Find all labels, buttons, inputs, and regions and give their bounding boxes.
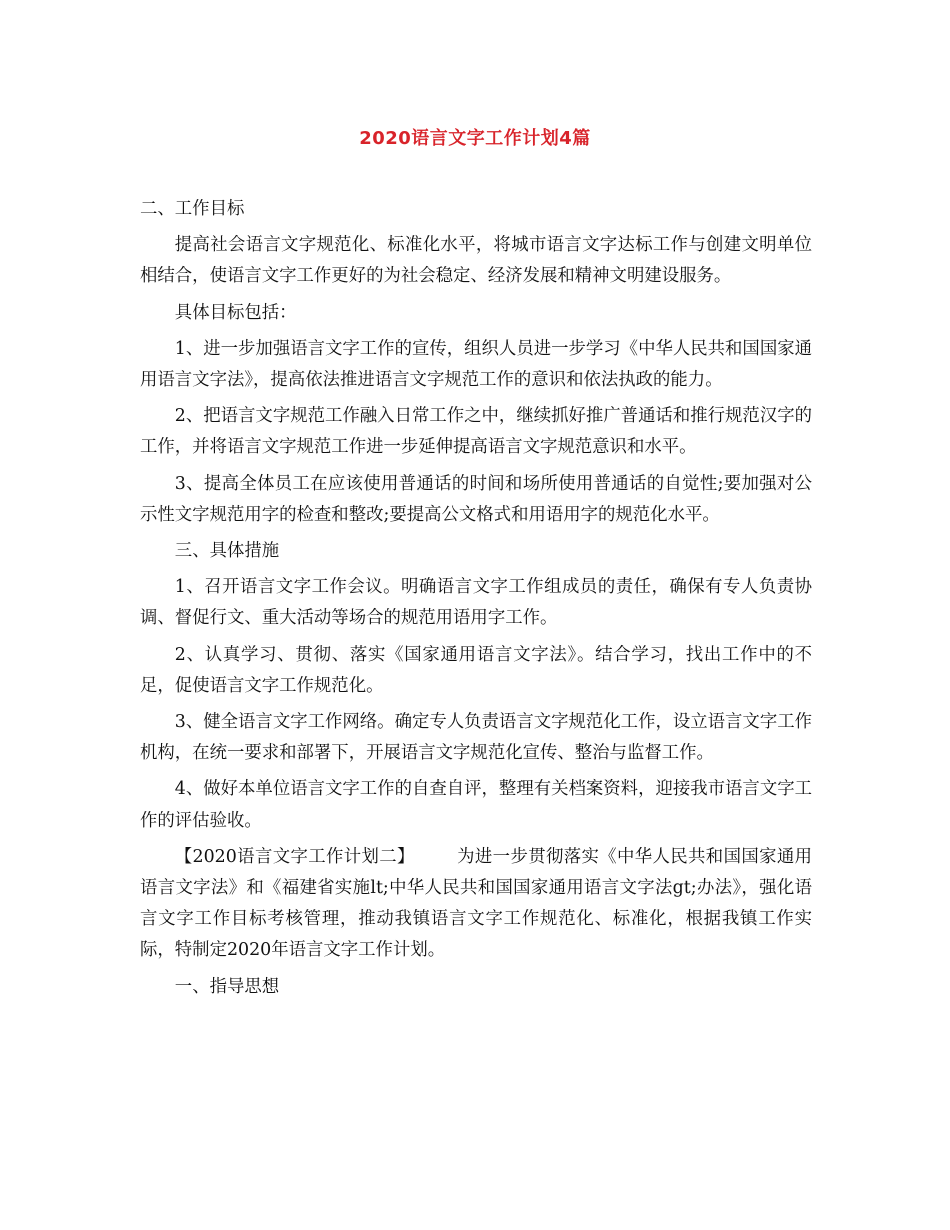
section-two-text: 为进一步贯彻落实《中华人民共和国国家通用语言文字法》和《福建省实施lt;中华人民共和国国家通用语言文字法gt;办法》，强化语言文字工作目标考核管理，推动我镇语言文字工作规范化、标准化，根据我镇工作实际，特制定2020年语言文字工作计划。	[140, 846, 812, 961]
paragraph: 具体目标包括：	[174, 302, 297, 323]
document-title: 2020语言文字工作计划4篇	[359, 128, 591, 149]
heading-guiding-ideology: 一、指导思想	[174, 976, 280, 997]
heading-work-goals: 二、工作目标	[140, 199, 245, 219]
list-item: 3、提高全体员工在应该使用普通话的时间和场所使用普通话的自觉性;要加强对公示性文字规范用字的检查和整改;要提高公文格式和用语用字的规范化水平。	[140, 473, 812, 525]
list-item: 2、认真学习、贯彻、落实《国家通用语言文字法》。结合学习，找出工作中的不足，促使语言文字工作规范化。	[140, 644, 812, 696]
section-two-paragraph	[140, 842, 812, 967]
list-item: 1、召开语言文字工作会议。明确语言文字工作组成员的责任，确保有专人负责协调、督促行文、重大活动等场合的规范用语用字工作。	[140, 577, 812, 629]
list-item: 3、健全语言文字工作网络。确定专人负责语言文字规范化工作，设立语言文字工作机构，在统一要求和部署下，开展语言文字规范化宣传、整治与监督工作。	[140, 712, 812, 764]
document-body	[140, 194, 812, 1008]
list-item: 2、把语言文字规范工作融入日常工作之中，继续抓好推广普通话和推行规范汉字的工作，并将语言文字规范工作进一步延伸提高语言文字规范意识和水平。	[140, 406, 812, 458]
section-two-heading: 【2020语言文字工作计划二】	[174, 846, 415, 867]
list-item: 4、做好本单位语言文字工作的自查自评，整理有关档案资料，迎接我市语言文字工作的评估验收。	[140, 779, 812, 831]
list-item: 1、进一步加强语言文字工作的宣传，组织人员进一步学习《中华人民共和国国家通用语言文字法》，提高依法推进语言文字规范工作的意识和依法执政的能力。	[140, 338, 812, 391]
paragraph: 提高社会语言文字规范化、标准化水平，将城市语言文字达标工作与创建文明单位相结合，使语言文字工作更好的为社会稳定、经济发展和精神文明建设服务。	[140, 235, 812, 287]
heading-specific-measures: 三、具体措施	[174, 541, 280, 562]
